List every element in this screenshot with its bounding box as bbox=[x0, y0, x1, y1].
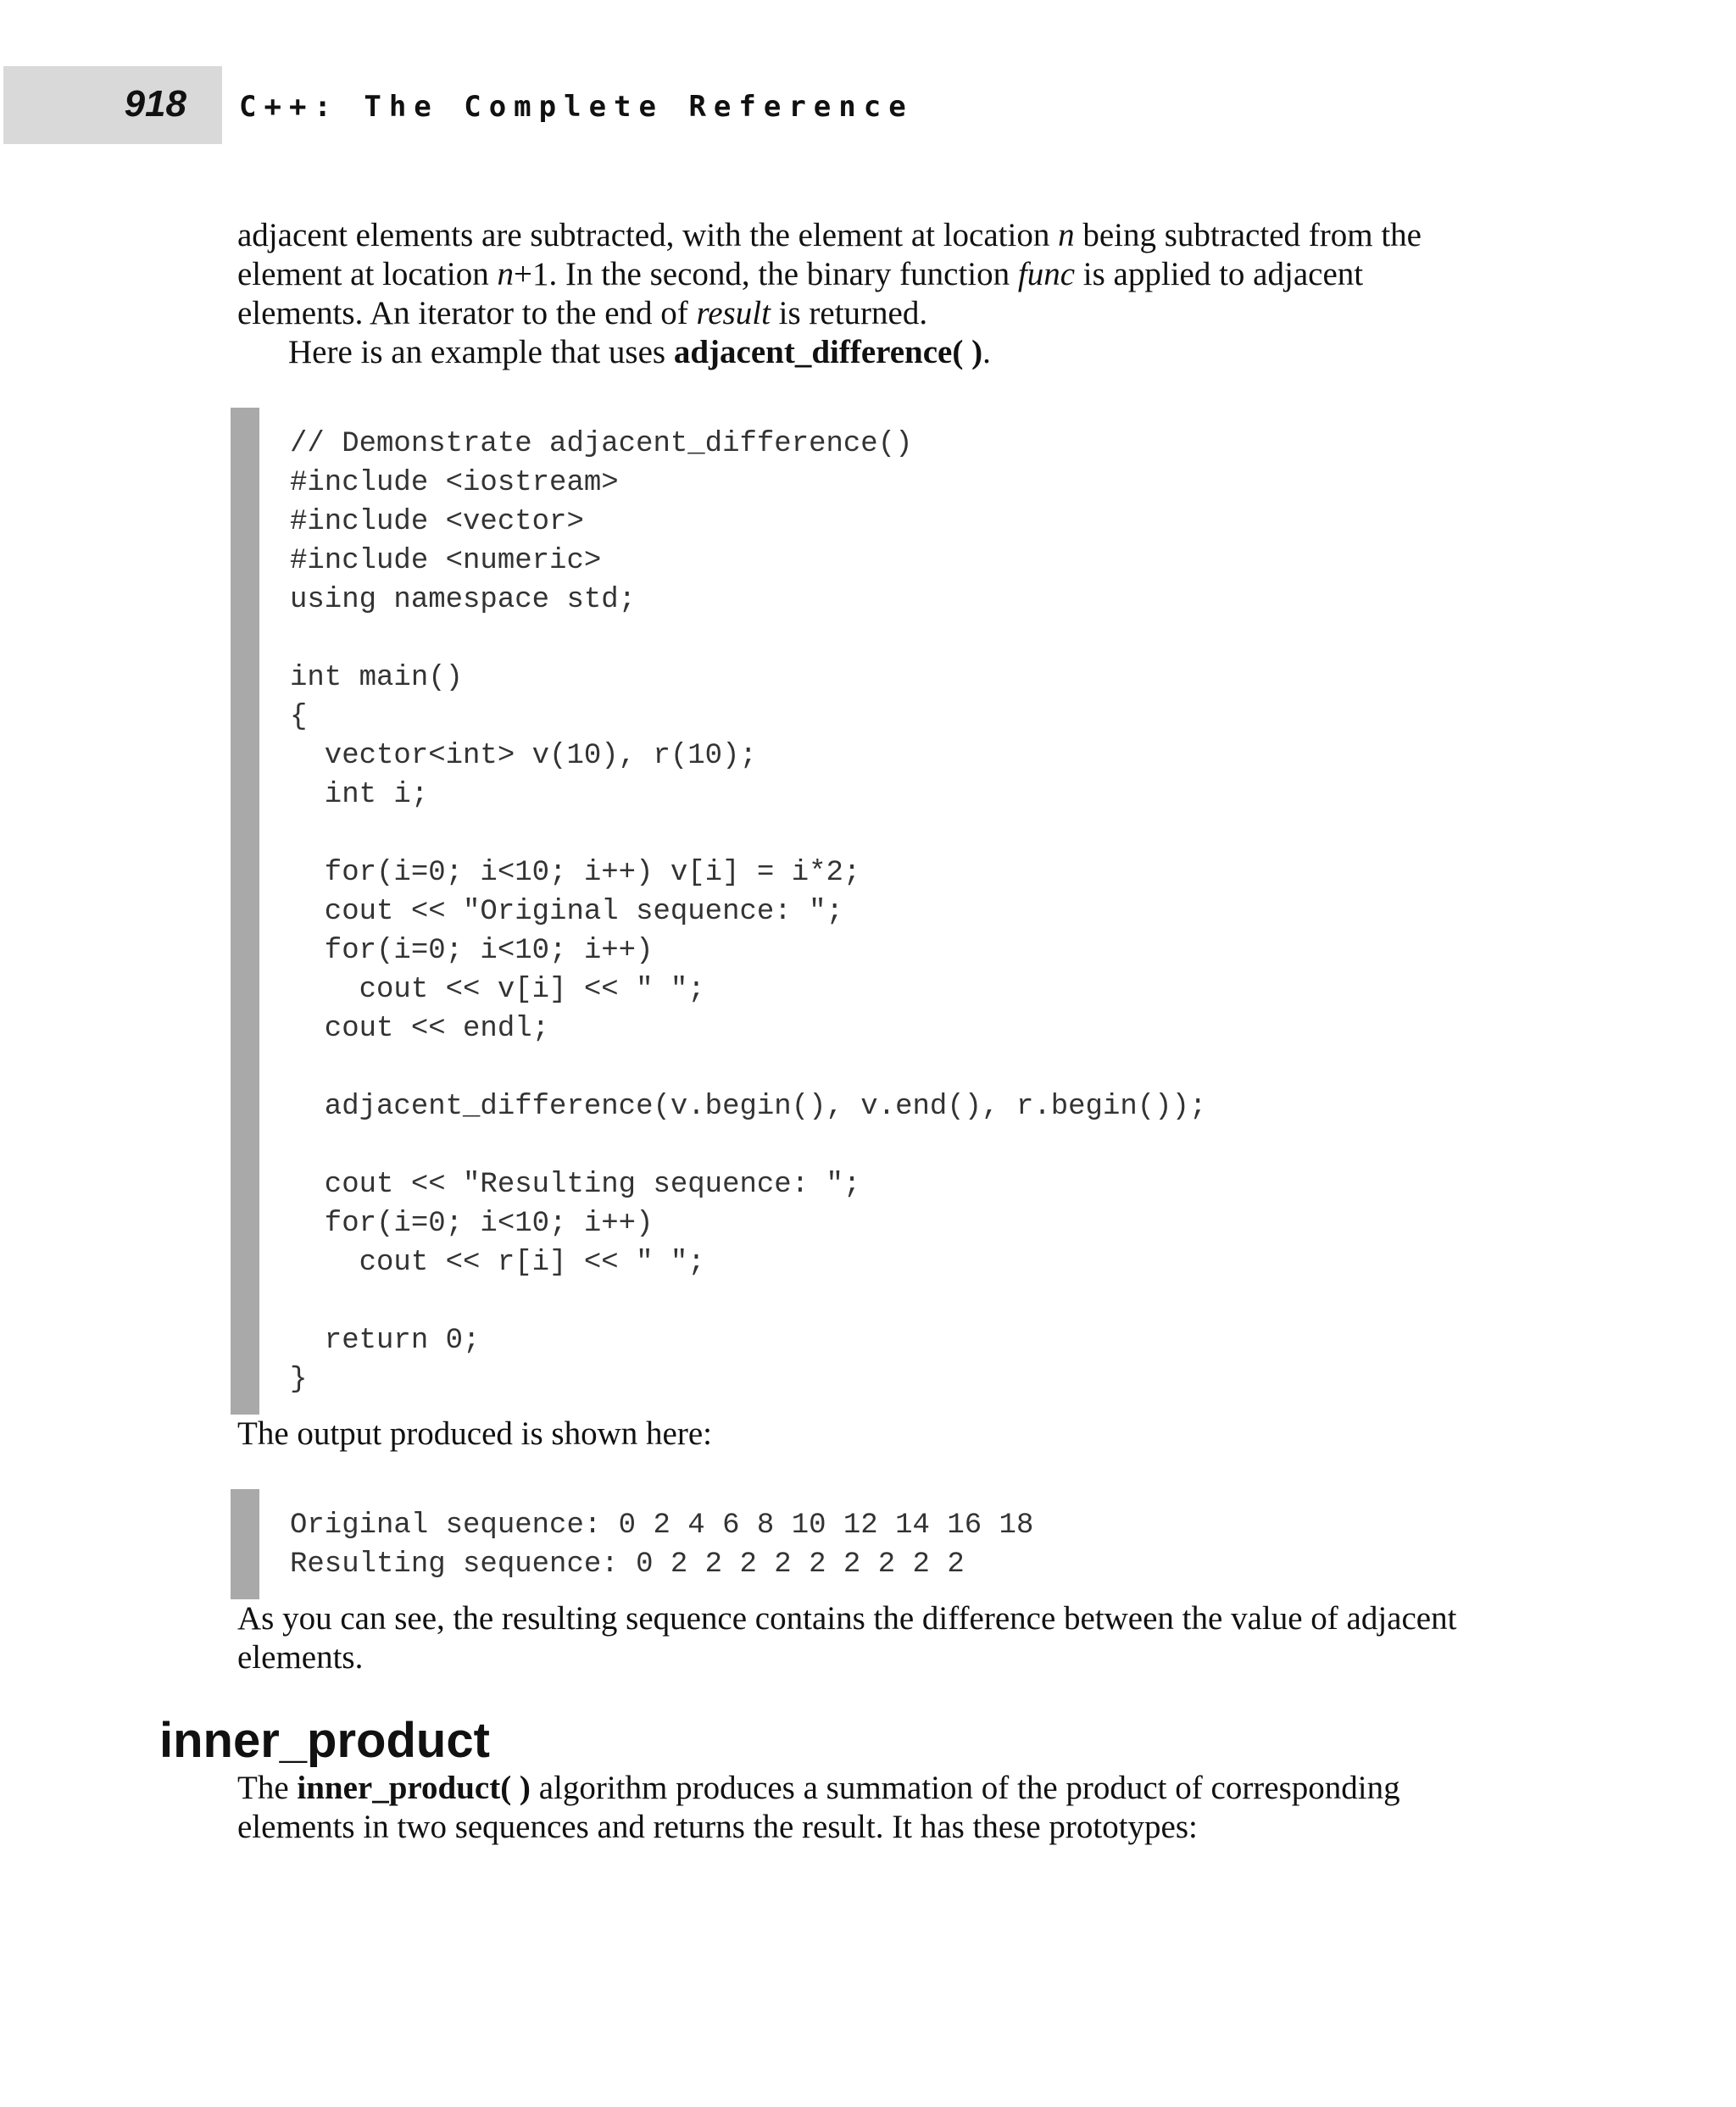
bold-function-name: adjacent_difference( ) bbox=[673, 334, 983, 370]
code-listing-block bbox=[237, 408, 1492, 1415]
text-run: +1. In the second, the binary function bbox=[513, 256, 1018, 292]
page-number: 918 bbox=[124, 83, 186, 125]
text-run: Here is an example that uses bbox=[288, 334, 674, 370]
text-run: . bbox=[982, 334, 991, 370]
text-run: being subtracted from the element at location bbox=[237, 217, 1422, 292]
example-intro-paragraph bbox=[237, 333, 1492, 372]
text-run: is applied to adjacent elements. An iterator to the end of bbox=[237, 256, 1364, 331]
italic-result: result bbox=[696, 295, 771, 331]
bold-function-name: inner_product( ) bbox=[297, 1770, 531, 1806]
page-number-box bbox=[3, 66, 222, 144]
intro-paragraph bbox=[237, 216, 1492, 333]
code-margin-bar bbox=[231, 408, 259, 1415]
italic-func: func bbox=[1017, 256, 1076, 292]
after-output-paragraph: As you can see, the resulting sequence contains the difference between the value of adjacent elements. bbox=[237, 1600, 1457, 1676]
italic-n: n bbox=[497, 256, 514, 292]
output-listing-block bbox=[237, 1489, 1492, 1599]
output-margin-bar bbox=[231, 1489, 259, 1599]
running-title: C++: The Complete Reference bbox=[239, 90, 914, 124]
italic-n: n bbox=[1058, 217, 1075, 253]
text-run: algorithm produces a summation of the product of corresponding elements in two sequences and returns the result. It has these prototypes: bbox=[237, 1770, 1400, 1845]
text-run: The bbox=[237, 1770, 298, 1806]
text-run: adjacent elements are subtracted, with the element at location bbox=[237, 217, 1059, 253]
output-lead-paragraph: The output produced is shown here: bbox=[237, 1415, 712, 1452]
text-run: is returned. bbox=[770, 295, 928, 331]
output-listing: Original sequence: 0 2 4 6 8 10 12 14 16 18 Resulting sequence: 0 2 2 2 2 2 2 2 2 2 bbox=[290, 1509, 1034, 1581]
code-listing: // Demonstrate adjacent_difference() #include <iostream> #include <vector> #include <numeric> using namespace std; int main() { vector<int> v(10), r(10); int i; for(i=0; i<10; i++) v[i] = i*2; cout << "Original sequence: "; for(i=0; i<10; i++) cout << v[i] << " "; cout << endl; adjacent_difference(v.begin(), v.end(), r.begin()); cout << "Resulting sequence: "; for(i=0; i<10; i++) cout << r[i] << " "; return 0; } bbox=[290, 428, 1207, 1396]
page-content bbox=[159, 216, 1492, 1847]
section-paragraph bbox=[237, 1769, 1492, 1847]
section-heading: inner_product bbox=[159, 1713, 490, 1768]
page-header bbox=[0, 66, 1736, 144]
